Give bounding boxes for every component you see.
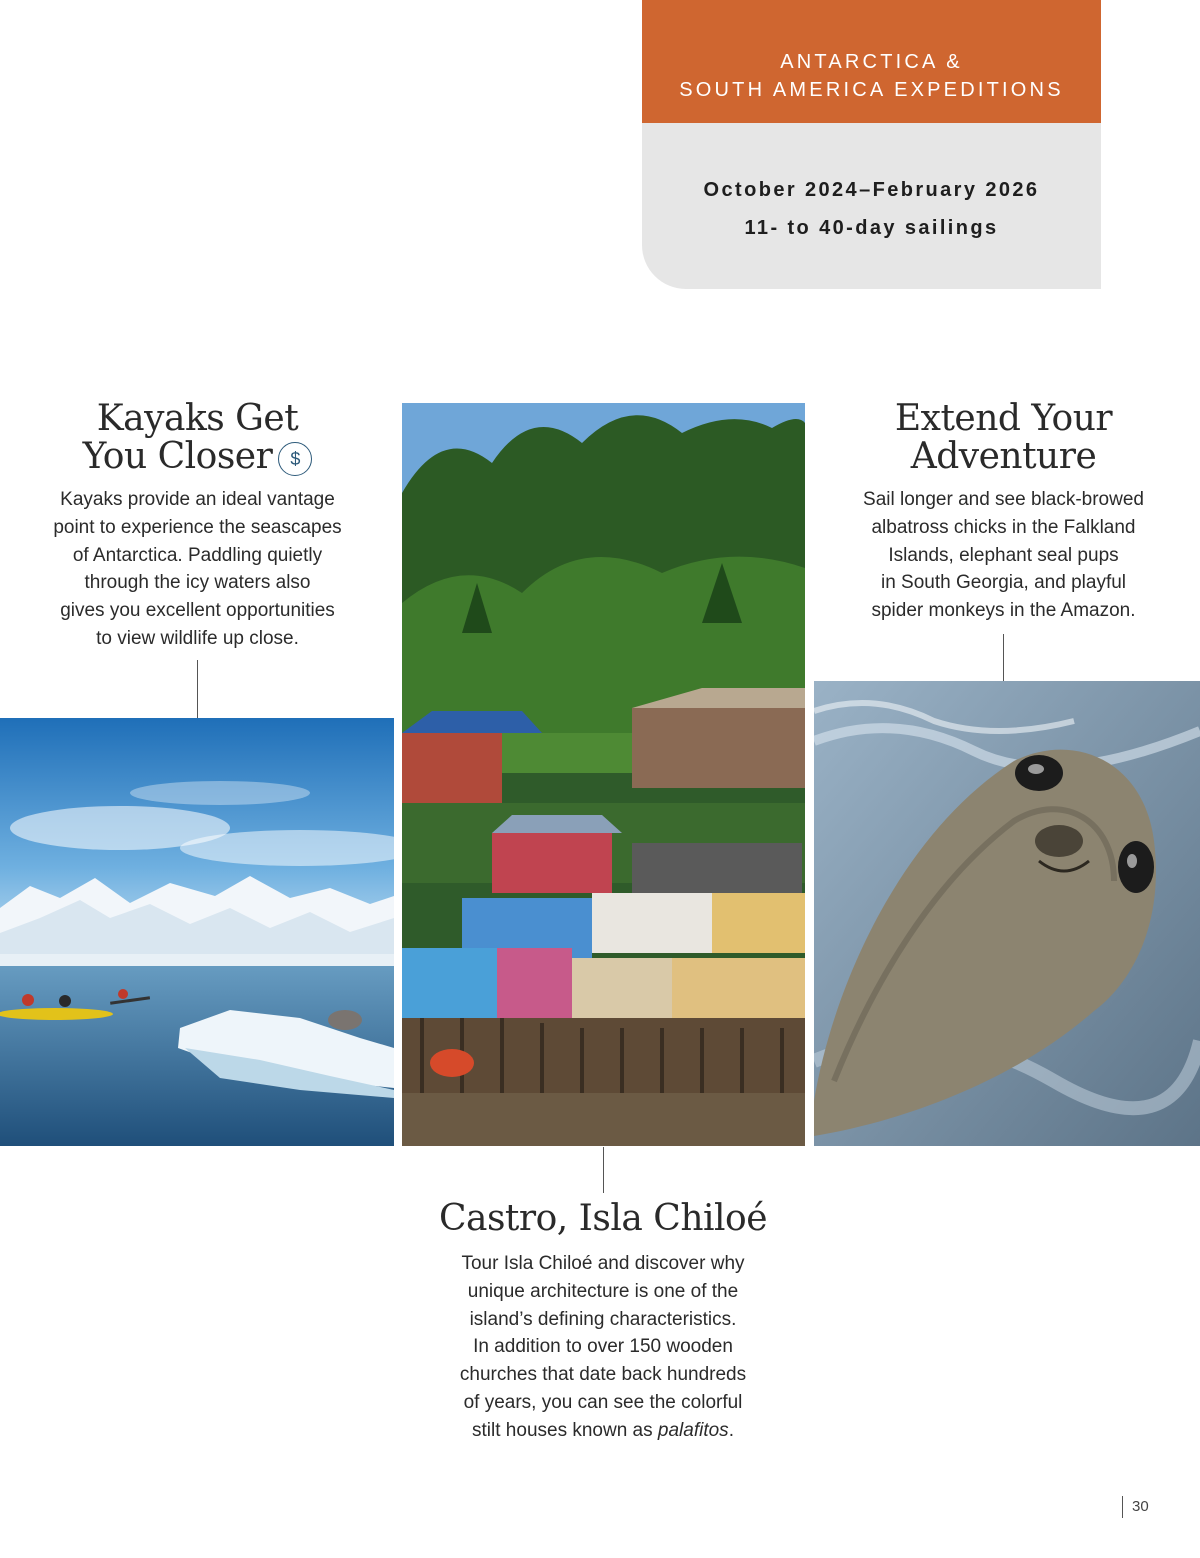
extend-body — [826, 486, 1181, 625]
kayaks-connector-line — [197, 660, 198, 718]
elephant-seal-pup-photo — [814, 681, 1200, 1146]
kayaks-body-line: to view wildlife up close. — [96, 627, 299, 649]
extend-connector-line — [1003, 634, 1004, 681]
palafitos-term: palafitos — [657, 1419, 729, 1441]
header-details — [642, 123, 1101, 289]
castro-body-line: churches that date back hundreds — [459, 1364, 747, 1386]
castro-heading: Castro, Isla Chiloé — [438, 1198, 768, 1239]
extend-section — [826, 400, 1181, 625]
castro-last-line-period: . — [728, 1419, 734, 1441]
kayaks-body — [20, 486, 375, 653]
kayaks-heading-line2: You Closer — [82, 436, 273, 477]
kayakers-antarctica-photo — [0, 718, 394, 1146]
castro-connector-line — [603, 1147, 604, 1193]
castro-body-line: island’s defining characteristics. — [469, 1308, 737, 1330]
extend-body-line: spider monkeys in the Amazon. — [871, 600, 1136, 622]
extend-heading-line1: Extend Your — [894, 398, 1113, 439]
castro-body-line: In addition to over 150 wooden — [473, 1336, 733, 1358]
kayaks-heading-line1: Kayaks Get — [96, 398, 299, 439]
dollar-icon: $ — [278, 442, 312, 476]
castro-body-line: Tour Isla Chiloé and discover why — [461, 1253, 745, 1274]
castro-body — [425, 1250, 781, 1445]
kayaks-section — [20, 400, 375, 653]
header-banner — [642, 0, 1101, 123]
kayaks-body-line: through the icy waters also — [84, 572, 311, 594]
castro-body-line: unique architecture is one of the — [467, 1280, 739, 1302]
extend-body-line: albatross chicks in the Falkland — [871, 516, 1136, 538]
kayaks-body-line: point to experience the seascapes — [53, 516, 342, 538]
castro-body-line — [425, 1417, 781, 1445]
extend-body-line: Islands, elephant seal pups — [888, 544, 1119, 566]
castro-last-line-text: stilt houses known as — [472, 1419, 658, 1441]
castro-section — [425, 1200, 781, 1445]
header-dates: October 2024–February 2026 — [703, 179, 1040, 201]
extend-body-line: Sail longer and see black-browed — [863, 489, 1144, 510]
page-number: 30 — [1122, 1496, 1149, 1518]
header-sailings: 11- to 40-day sailings — [744, 217, 999, 239]
kayaks-body-line: gives you excellent opportunities — [60, 600, 335, 622]
extend-heading-line2: Adventure — [910, 436, 1097, 477]
header-title-line1: ANTARCTICA & — [780, 50, 963, 73]
kayaks-heading — [20, 400, 375, 476]
kayaks-body-line: of Antarctica. Paddling quietly — [72, 544, 323, 566]
kayaks-body-line: Kayaks provide an ideal vantage — [60, 489, 335, 510]
header-title-line2: SOUTH AMERICA EXPEDITIONS — [679, 78, 1064, 101]
extend-heading — [826, 400, 1181, 476]
palafitos-stilt-houses-photo — [402, 403, 805, 1146]
castro-body-line: of years, you can see the colorful — [463, 1391, 743, 1413]
extend-body-line: in South Georgia, and playful — [880, 572, 1127, 594]
